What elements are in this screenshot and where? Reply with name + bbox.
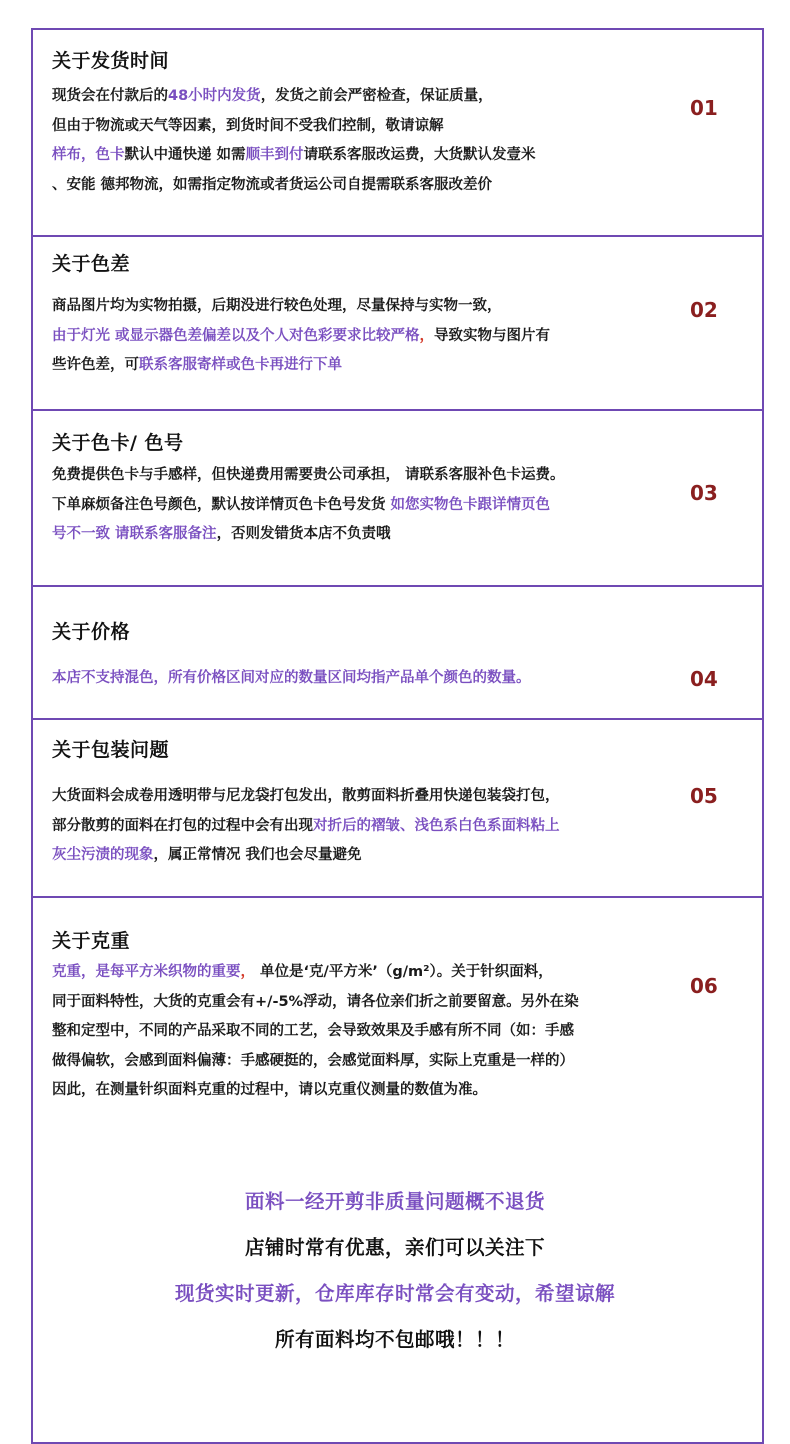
body-line (52, 292, 652, 322)
section-title: 关于色卡/ 色号 (52, 432, 184, 454)
body-line (52, 1017, 652, 1047)
section-number: 06 (690, 974, 718, 998)
section-body (52, 461, 652, 550)
section-number: 05 (690, 784, 718, 808)
section-title: 关于发货时间 (52, 50, 170, 72)
text-segment: 灰尘污渍的现象 (52, 847, 154, 863)
section-number: 04 (690, 667, 718, 691)
body-line (52, 491, 652, 521)
section-number: 03 (690, 481, 718, 505)
text-segment: 克重，是每平方米织物的重要 (52, 964, 241, 980)
body-line (52, 1047, 652, 1077)
section-color-card (33, 411, 762, 587)
text-segment: 同于面料特性，大货的克重会有+/-5%浮动，请各位亲们折之前要留意。另外在染 (52, 993, 579, 1010)
body-line (52, 322, 652, 352)
section-shipping-time (33, 30, 762, 237)
body-line (52, 171, 652, 201)
footer-discount: 店铺时常有优惠，亲们可以关注下 (244, 1236, 545, 1259)
section-body (52, 664, 652, 694)
text-segment: ，发货之前会严密检查，保证质量， (260, 88, 493, 104)
section-number: 01 (690, 96, 718, 120)
text-segment: ， (419, 327, 435, 344)
text-segment: 联系客服寄样或色卡再进行下单 (139, 357, 342, 373)
footer-no-free-shipping: 所有面料均不包邮哦！！！ (274, 1328, 515, 1351)
text-segment: 整和定型中，不同的产品采取不同的工艺，会导致效果及手感有所不同（如：手感 (52, 1023, 574, 1039)
text-segment: 请联系客服改运费，大货默认发壹米 (303, 147, 536, 163)
body-line (52, 1076, 652, 1106)
text-segment: 做得偏软，会感到面料偏薄：手感硬挺的，会感觉面料厚，实际上克重是一样的） (52, 1052, 574, 1069)
section-packaging (33, 720, 762, 898)
text-segment: 商品图片均为实物拍摄，后期没进行较色处理，尽量保持与实物一致， (52, 298, 502, 314)
text-segment: 号不一致 请联系客服备注 (52, 526, 217, 542)
text-segment: 对折后的褶皱、浅色系白色系面料粘上 (313, 817, 560, 834)
text-segment: 48小时内发货 (168, 88, 261, 104)
text-segment: 由于灯光 或显示器色差偏差以及个人对色彩要求比较严格 (52, 327, 420, 344)
body-line (52, 841, 652, 871)
section-body (52, 958, 652, 1106)
body-line (52, 988, 652, 1018)
text-segment: 部分散剪的面料在打包的过程中会有出现 (52, 817, 313, 834)
section-body (52, 82, 652, 200)
text-segment: 如您实物色卡跟详情页色 (390, 496, 551, 513)
text-segment: 因此，在测量针织面料克重的过程中，请以克重仪测量的数值为准。 (52, 1082, 487, 1098)
text-segment: ，否则发错货本店不负责哦 (216, 526, 391, 542)
footer-stock-notice: 现货实时更新，仓库库存时常会有变动，希望谅解 (174, 1282, 615, 1305)
body-line (52, 461, 652, 491)
text-segment: 些许色差，可 (52, 357, 139, 373)
section-number: 02 (690, 298, 718, 322)
section-title: 关于价格 (52, 621, 131, 643)
text-segment: 下单麻烦备注色号颜色，默认按详情页色卡色号发货 (52, 496, 391, 513)
body-line (52, 141, 652, 171)
text-segment: 顺丰到付 (245, 147, 304, 163)
text-segment: 单位是‘克/平方米’（g/m²）。关于针织面料， (255, 964, 553, 980)
body-line (52, 812, 652, 842)
text-segment: 现货会在付款后的 (52, 88, 168, 104)
body-line (52, 112, 652, 142)
section-body (52, 292, 652, 381)
section-color-difference (33, 237, 762, 411)
text-segment: 默认中通快递 如需 (124, 147, 246, 163)
text-segment: 免费提供色卡与手感样，但快递费用需要贵公司承担， 请联系客服补色卡运费。 (52, 467, 565, 483)
footer-no-return: 面料一经开剪非质量问题概不退货 (244, 1190, 545, 1213)
body-line (52, 782, 652, 812)
body-line (52, 351, 652, 381)
text-segment: 但由于物流或天气等因素，到货时间不受我们控制，敬请谅解 (52, 117, 444, 134)
text-segment: 本店不支持混色，所有价格区间对应的数量区间均指产品单个颜色的数量。 (52, 670, 531, 686)
section-title: 关于克重 (52, 930, 131, 952)
body-line (52, 958, 652, 988)
section-price (33, 587, 762, 720)
section-title: 关于包装问题 (52, 739, 170, 761)
text-segment: 、安能 德邦物流，如需指定物流或者货运公司自提需联系客服改差价 (52, 176, 493, 193)
text-segment: 大货面料会成卷用透明带与尼龙袋打包发出，散剪面料折叠用快递包装袋打包， (52, 788, 560, 804)
text-segment: ， (240, 964, 255, 980)
section-title: 关于色差 (52, 253, 131, 275)
text-segment: 样布，色卡 (52, 147, 125, 163)
section-fabric-weight (33, 898, 762, 1144)
body-line (52, 520, 652, 550)
text-segment: 导致实物与图片有 (434, 327, 551, 344)
body-line (52, 664, 652, 694)
section-body (52, 782, 652, 871)
body-line (52, 82, 652, 112)
text-segment: ，属正常情况 我们也会尽量避免 (153, 847, 362, 863)
